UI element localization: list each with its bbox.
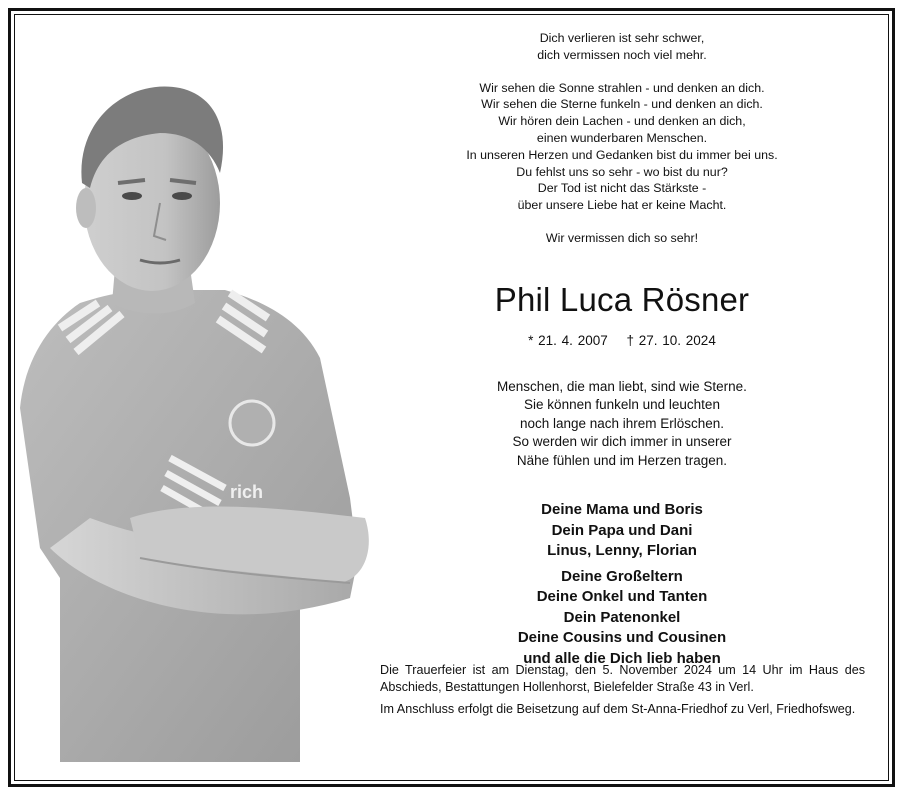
portrait-photo <box>20 78 380 762</box>
service-info <box>380 662 865 718</box>
poem-line: Wir hören dein Lachen - und denken an dich, <box>498 114 746 129</box>
mourner-line: Linus, Lenny, Florian <box>547 542 697 560</box>
mourner-line: Dein Patenonkel <box>563 608 681 626</box>
mourner-line: Deine Mama und Boris <box>541 501 703 519</box>
club-crest <box>230 401 274 445</box>
poem-line: In unseren Herzen und Gedanken bist du immer bei uns. <box>466 147 778 162</box>
poem-line: über unsere Liebe hat er keine Macht. <box>517 198 727 213</box>
poem-line: Du fehlst uns so sehr - wo bist du nur? <box>516 164 728 179</box>
poem-line: Der Tod ist nicht das Stärkste - <box>537 181 707 196</box>
verse-line: So werden wir dich immer in unserer <box>512 434 732 450</box>
poem-line: Wir sehen die Sonne strahlen - und denken an dich. <box>479 80 765 95</box>
birth-date: * 21. 4. 2007 <box>528 332 608 348</box>
verse-line: noch lange nach ihrem Erlöschen. <box>519 415 725 431</box>
verse-line: Nähe fühlen und im Herzen tragen. <box>516 452 728 468</box>
mourners-group-1 <box>378 500 866 562</box>
verse-line: Sie können funkeln und leuchten <box>524 397 720 413</box>
mourners <box>378 500 866 669</box>
death-date: † 27. 10. 2024 <box>626 332 716 348</box>
mourner-line: Deine Cousins und Cousinen <box>517 629 727 647</box>
eye-left <box>122 192 142 200</box>
poem-top <box>378 30 866 247</box>
verse <box>378 378 866 471</box>
mourner-line: Deine Onkel und Tanten <box>536 588 708 606</box>
right-column <box>378 30 866 669</box>
mourner-line: Dein Papa und Dani <box>551 521 693 539</box>
mourners-group-2 <box>378 567 866 670</box>
poem-line: Dich verlieren ist sehr schwer, <box>539 31 705 45</box>
poem-line: Wir sehen die Sterne funkeln - und denken an dich. <box>481 97 763 112</box>
poem-line: Wir vermissen dich so sehr! <box>545 230 699 245</box>
mourner-line: und alle die Dich lieb haben <box>523 649 721 667</box>
burial-text: Im Anschluss erfolgt die Beisetzung auf dem St-Anna-Friedhof zu Verl, Friedhofsweg. <box>380 702 856 716</box>
mourner-line: Deine Großeltern <box>561 567 683 585</box>
poem-line: einen wunderbaren Menschen. <box>536 130 708 145</box>
deceased-name: Phil Luca Rösner <box>494 280 750 318</box>
life-dates <box>378 333 866 348</box>
shirt-text: rich <box>230 482 264 502</box>
verse-line: Menschen, die man liebt, sind wie Sterne. <box>497 378 747 394</box>
poem-line: dich vermissen noch viel mehr. <box>537 47 707 62</box>
ceremony-text: Die Trauerfeier ist am Dienstag, den 5. November 2024 um 14 Uhr im Haus des Abschieds, Bestattungen Hollenhorst, Bielefelder Straße 43 in Verl. <box>380 663 865 694</box>
ear <box>76 188 96 228</box>
eye-right <box>172 192 192 200</box>
